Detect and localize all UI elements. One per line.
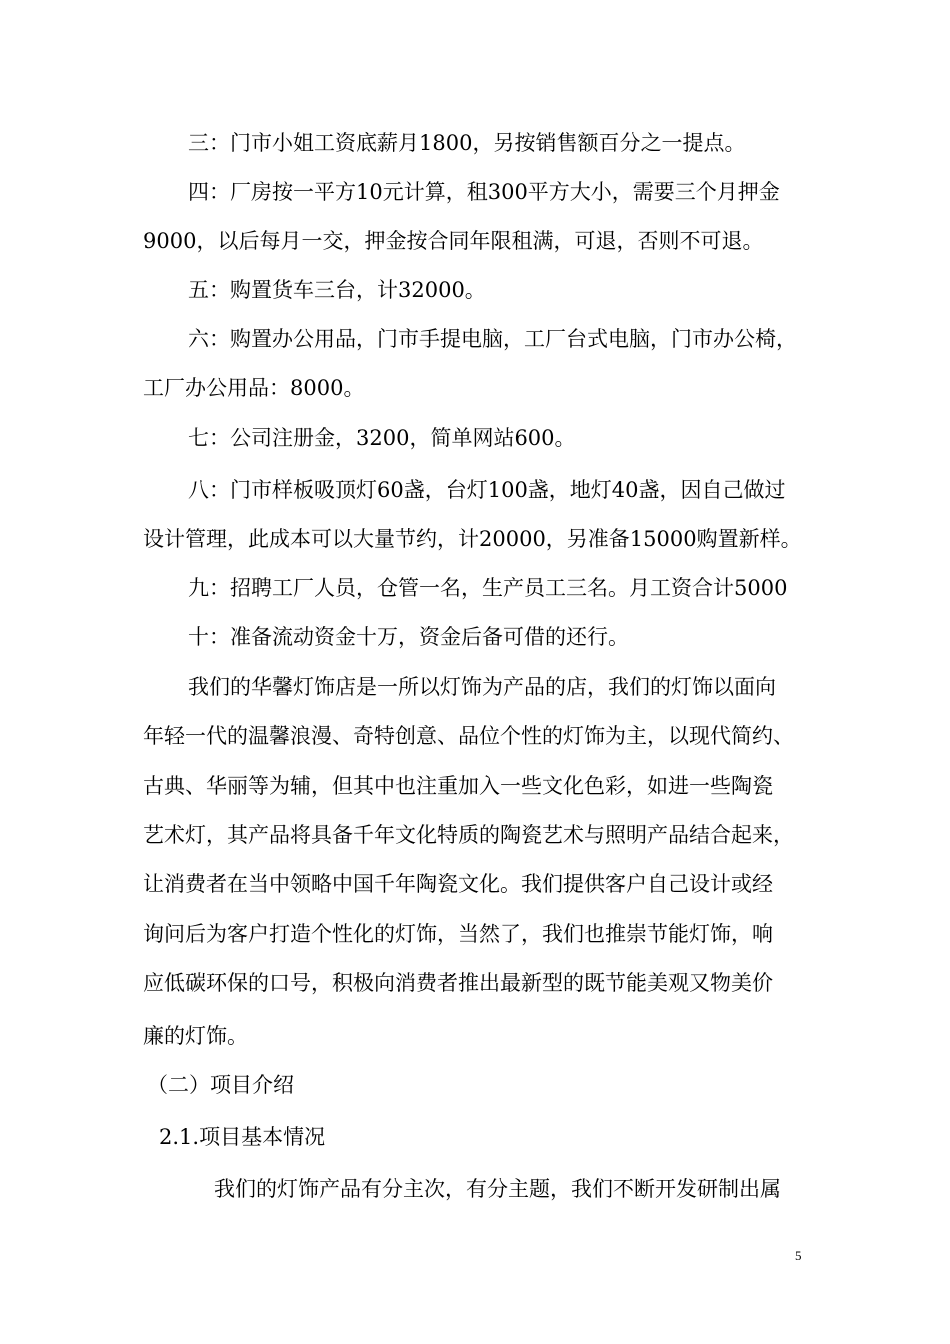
paragraph-line-15: 艺术灯，其产品将具备千年文化特质的陶瓷艺术与照明产品结合起来， xyxy=(143,823,794,847)
paragraph-line-4: 五：购置货车三台，计32000。 xyxy=(188,278,486,302)
paragraph-line-7: 七：公司注册金，3200，简单网站600。 xyxy=(188,426,576,450)
page-number: 5 xyxy=(795,1248,802,1263)
section-heading: （二）项目介绍 xyxy=(147,1073,294,1097)
paragraph-line-5: 六：购置办公用品，门市手提电脑，工厂台式电脑，门市办公椅， xyxy=(188,327,797,351)
paragraph-line-1: 三：门市小姐工资底薪月1800，另按销售额百分之一提点。 xyxy=(188,131,746,155)
paragraph-line-2: 四：厂房按一平方10元计算，租300平方大小，需要三个月押金 xyxy=(188,180,780,204)
paragraph-line-3: 9000，以后每月一交，押金按合同年限租满，可退，否则不可退。 xyxy=(143,229,764,253)
subsection-heading: 2.1.项目基本情况 xyxy=(159,1125,326,1149)
paragraph-line-11: 十：准备流动资金十万，资金后备可借的还行。 xyxy=(188,625,629,649)
paragraph-line-8: 八：门市样板吸顶灯60盏，台灯100盏，地灯40盏，因自己做过 xyxy=(188,478,786,502)
paragraph-line-10: 九：招聘工厂人员，仓管一名，生产员工三名。月工资合计5000 xyxy=(188,576,788,600)
paragraph-line-17: 询问后为客户打造个性化的灯饰，当然了，我们也推崇节能灯饰，响 xyxy=(143,922,773,946)
paragraph-line-9: 设计管理，此成本可以大量节约，计20000，另准备15000购置新样。 xyxy=(143,527,802,551)
paragraph-line-14: 古典、华丽等为辅，但其中也注重加入一些文化色彩，如进一些陶瓷 xyxy=(143,774,773,798)
paragraph-line-13: 年轻一代的温馨浪漫、奇特创意、品位个性的灯饰为主，以现代简约、 xyxy=(143,724,794,748)
paragraph-line-6: 工厂办公用品：8000。 xyxy=(143,376,365,400)
paragraph-line-16: 让消费者在当中领略中国千年陶瓷文化。我们提供客户自己设计或经 xyxy=(143,872,773,896)
paragraph-line-19: 廉的灯饰。 xyxy=(143,1024,248,1048)
paragraph-line-18: 应低碳环保的口号，积极向消费者推出最新型的既节能美观又物美价 xyxy=(143,971,773,995)
paragraph-line-20: 我们的灯饰产品有分主次，有分主题，我们不断开发研制出属 xyxy=(214,1177,781,1201)
paragraph-line-12: 我们的华馨灯饰店是一所以灯饰为产品的店，我们的灯饰以面向 xyxy=(188,675,776,699)
